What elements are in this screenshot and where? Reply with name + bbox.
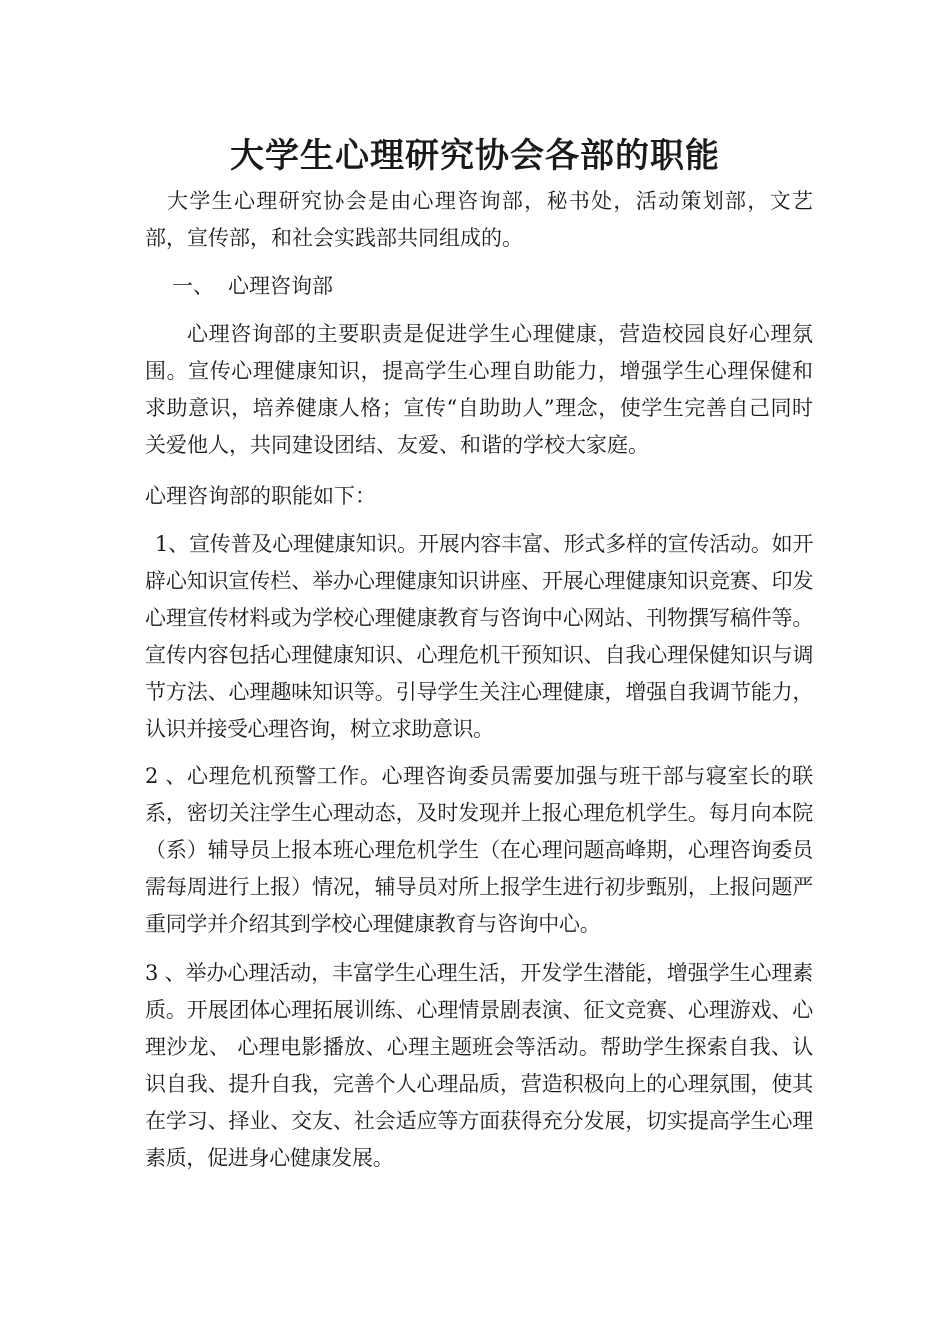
document-title: 大学生心理研究协会各部的职能 (230, 136, 720, 176)
intro-paragraph: 大学生心理研究协会是由心理咨询部，秘书处，活动策划部，文艺部，宣传部，和社会实践部共同组成的。 (145, 189, 813, 250)
function-item-3: 3 、举办心理活动，丰富学生心理生活，开发学生潜能，增强学生心理素质。开展团体心理拓展训练、心理情景剧表演、征文竞赛、心理游戏、心理沙龙、 心理电影播放、心理主题班会等活动。帮助学生探索自我、认识自我、提升自我，完善个人心理品质，营造积极向上的心理氛围，使其在学习、择业、交友、社会适应等方面获得充分发展，切实提高学生心理素质，促进身心健康发展。 (145, 961, 813, 1170)
section-heading-text: 心理咨询部 (228, 274, 333, 298)
section-heading (172, 268, 572, 305)
section-number: 一、 (172, 274, 214, 298)
function-item-1: 1、宣传普及心理健康知识。开展内容丰富、形式多样的宣传活动。如开辟心知识宣传栏、举办心理健康知识讲座、开展心理健康知识竞赛、印发心理宣传材料或为学校心理健康教育与咨询中心网站、刊物撰写稿件等。宣传内容包括心理健康知识、心理危机干预知识、自我心理保健知识与调节方法、心理趣味知识等。引导学生关注心理健康，增强自我调节能力，认识并接受心理咨询，树立求助意识。 (145, 532, 813, 741)
section-description: 心理咨询部的主要职责是促进学生心理健康，营造校园良好心理氛围。宣传心理健康知识，提高学生心理自助能力，增强学生心理保健和求助意识，培养健康人格；宣传“自助助人”理念，使学生完善自己同时关爱他人，共同建设团结、友爱、和谐的学校大家庭。 (145, 322, 813, 457)
function-item-2: 2 、心理危机预警工作。心理咨询委员需要加强与班干部与寝室长的联系，密切关注学生心理动态，及时发现并上报心理危机学生。每月向本院（系）辅导员上报本班心理危机学生（在心理问题高峰期，心理咨询委员需每周进行上报）情况，辅导员对所上报学生进行初步甄别，上报问题严重同学并介绍其到学校心理健康教育与咨询中心。 (145, 764, 813, 936)
functions-lead: 心理咨询部的职能如下： (145, 484, 376, 508)
